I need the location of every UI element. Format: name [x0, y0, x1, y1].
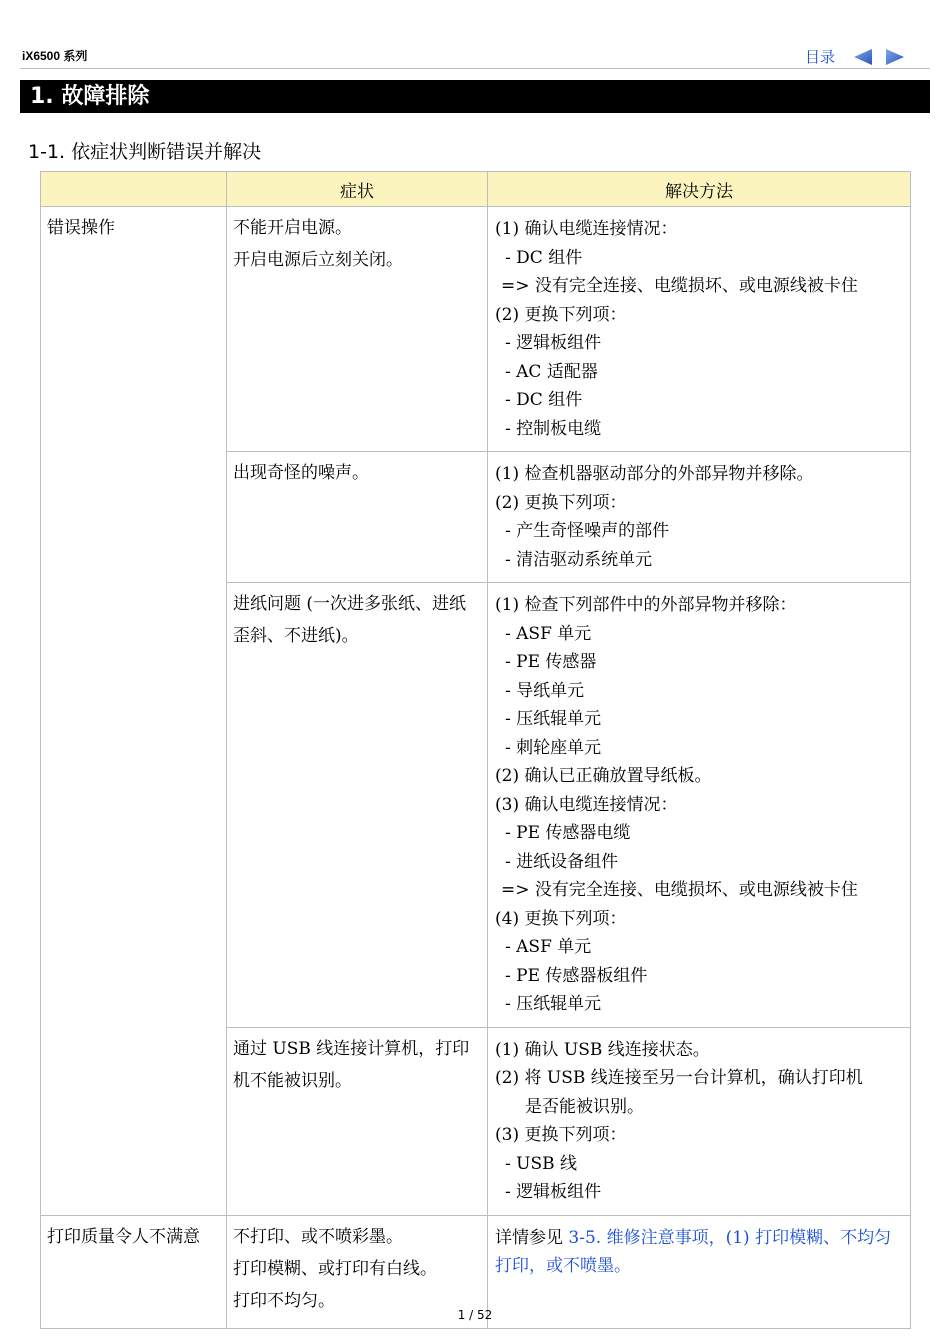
symptom-line: 通过 USB 线连接计算机，打印机不能被识别。	[233, 1038, 470, 1091]
solution-item: - PE 传感器	[505, 652, 597, 672]
page-number: 1 / 52	[457, 1308, 493, 1322]
solution-cell	[488, 583, 911, 1028]
table-row	[41, 207, 911, 452]
symptom-cell	[227, 1027, 488, 1215]
solution-item: - DC 组件	[505, 390, 583, 410]
symptom-cell	[227, 452, 488, 583]
solution-item: - 逻辑板组件	[505, 333, 602, 353]
troubleshooting-table	[40, 171, 911, 1329]
solution-note: => 没有完全连接、电缆损坏、或电源线被卡住	[501, 276, 858, 296]
solution-cell	[488, 1027, 911, 1215]
solution-item: - DC 组件	[505, 247, 583, 268]
symptom-line: 不打印、或不喷彩墨。	[233, 1226, 403, 1247]
solution-step: (3) 更换下列项：	[495, 1125, 627, 1145]
solution-step: (2) 更换下列项：	[495, 492, 627, 513]
solution-item: - PE 传感器板组件	[505, 965, 648, 986]
symptom-line: 出现奇怪的噪声。	[233, 463, 369, 483]
solution-item: - 控制板电缆	[505, 418, 602, 439]
solution-item: - 导纸单元	[505, 680, 585, 701]
solution-item: - 压纸辊单元	[505, 994, 602, 1014]
solution-item: - PE 传感器电缆	[505, 823, 631, 843]
solution-step: (2) 更换下列项：	[495, 304, 627, 325]
solution-item: - 清洁驱动系统单元	[505, 549, 653, 570]
solution-cell	[488, 207, 911, 452]
solution-item: - 刺轮座单元	[505, 737, 602, 758]
solution-item: - ASF 单元	[505, 623, 592, 644]
solution-item: - USB 线	[505, 1153, 578, 1174]
toc-link[interactable]: 目录	[805, 48, 836, 66]
header-symptom: 症状	[227, 172, 488, 207]
category-cell: 打印质量令人不满意	[41, 1215, 227, 1328]
solution-step: (2) 将 USB 线连接至另一台计算机，确认打印机	[495, 1068, 863, 1088]
header-solution: 解决方法	[488, 172, 911, 207]
solution-item: - 压纸辊单元	[505, 709, 602, 729]
reference-link[interactable]: 3-5. 维修注意事项，(1) 打印模糊、不均匀打印，或不喷墨。	[495, 1227, 892, 1276]
solution-item: - AC 适配器	[505, 361, 598, 382]
symptom-line: 不能开启电源。	[233, 218, 352, 238]
symptom-line: 进纸问题 (一次进多张纸、进纸歪斜、不进纸)。	[233, 594, 467, 646]
solution-item: - 产生奇怪噪声的部件	[505, 521, 670, 541]
solution-item: - 逻辑板组件	[505, 1182, 602, 1202]
symptom-cell	[227, 583, 488, 1028]
solution-item: - ASF 单元	[505, 937, 592, 957]
solution-step: (1) 确认电缆连接情况：	[495, 219, 678, 239]
symptom-cell	[227, 207, 488, 452]
header-category	[41, 172, 227, 207]
solution-step: (1) 检查下列部件中的外部异物并移除：	[495, 595, 797, 615]
solution-continuation: 是否能被识别。	[525, 1096, 644, 1117]
symptom-line: 打印不均匀。	[233, 1290, 335, 1311]
symptom-line: 打印模糊、或打印有白线。	[233, 1258, 437, 1279]
triangle-left-icon[interactable]	[852, 48, 874, 70]
solution-item: - 进纸设备组件	[505, 851, 619, 872]
solution-prefix: 详情参见	[495, 1227, 569, 1248]
solution-note: => 没有完全连接、电缆损坏、或电源线被卡住	[501, 880, 858, 900]
solution-step: (1) 检查机器驱动部分的外部异物并移除。	[495, 464, 814, 484]
solution-step: (4) 更换下列项：	[495, 908, 627, 929]
category-cell: 错误操作	[41, 207, 227, 1216]
document-model-title: iX6500 系列	[22, 49, 88, 63]
table-header-row	[41, 172, 911, 207]
header-divider	[20, 68, 930, 69]
section-title: 1. 故障排除	[20, 80, 930, 113]
solution-cell	[488, 452, 911, 583]
section-subtitle: 1-1. 依症状判断错误并解决	[28, 141, 262, 163]
solution-step: (2) 确认已正确放置导纸板。	[495, 766, 712, 786]
solution-step: (1) 确认 USB 线连接状态。	[495, 1039, 710, 1060]
triangle-right-icon[interactable]	[884, 48, 906, 70]
symptom-line: 开启电源后立刻关闭。	[233, 250, 403, 270]
solution-step: (3) 确认电缆连接情况：	[495, 794, 678, 815]
